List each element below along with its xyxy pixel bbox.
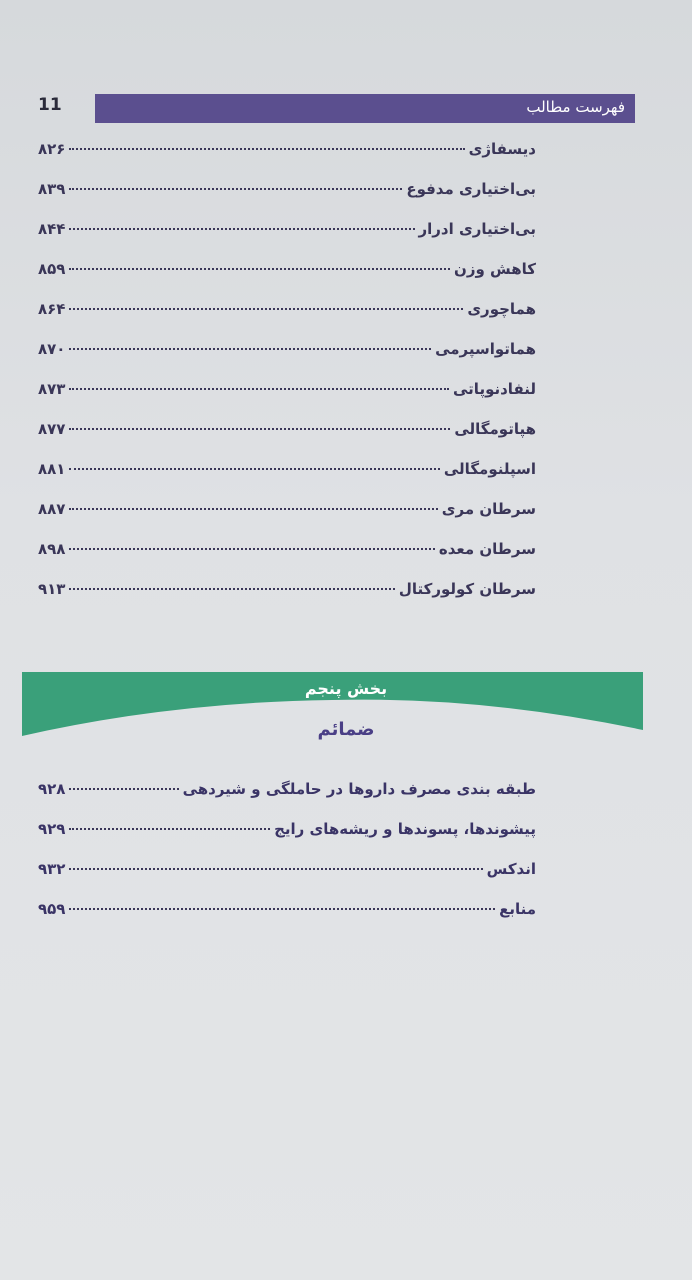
toc-entry-title: سرطان کولورکتال: [398, 580, 536, 598]
toc-leader-dots: [69, 388, 449, 390]
toc-leader-dots: [69, 188, 402, 190]
toc-leader-dots: [69, 268, 450, 270]
toc-leader-dots: [69, 148, 464, 150]
toc-entry-page: ۸۴۴: [38, 220, 66, 238]
toc-entry-title: دیسفاژی: [468, 140, 536, 158]
toc-entry-page: ۸۷۰: [38, 340, 66, 358]
toc-entry-page: ۸۵۹: [38, 260, 66, 278]
toc-entry: [38, 180, 536, 208]
toc-entry: [38, 300, 536, 328]
toc-leader-dots: [69, 868, 482, 870]
toc-entry-title: طبقه بندی مصرف داروها در حاملگی و شیردهی: [182, 780, 536, 798]
toc-entry-title: هپاتومگالی: [454, 420, 536, 438]
toc-entry: [38, 260, 536, 288]
page-number: 11: [38, 95, 62, 115]
toc-entry-title: هماچوری: [467, 300, 536, 318]
toc-entry-page: ۹۵۹: [38, 900, 66, 918]
toc-entry: [38, 460, 536, 488]
toc-entry-title: بی‌اختیاری مدفوع: [406, 180, 536, 198]
toc-entry-page: ۸۸۱: [38, 460, 66, 478]
toc-entry-title: اندکس: [486, 860, 536, 878]
toc-entry-page: ۹۲۹: [38, 820, 66, 838]
toc-leader-dots: [69, 548, 434, 550]
toc-entry-page: ۹۱۳: [38, 580, 66, 598]
toc-entry: [38, 500, 536, 528]
section-label: بخش پنجم: [304, 679, 388, 698]
toc-entry-title: سرطان مری: [441, 500, 536, 518]
toc-leader-dots: [69, 908, 495, 910]
toc-entry-title: هماتواسپرمی: [435, 340, 536, 358]
toc-entry: [38, 220, 536, 248]
toc-entry-page: ۸۷۷: [38, 420, 66, 438]
toc-entry-page: ۹۲۸: [38, 780, 66, 798]
toc-entry-title: منابع: [499, 900, 536, 918]
toc-leader-dots: [69, 788, 178, 790]
toc-entry-title: کاهش وزن: [454, 260, 536, 278]
toc-entry: [38, 340, 536, 368]
toc-entry-title: پیشوندها، پسوندها و ریشه‌های رایج: [274, 820, 536, 838]
toc-leader-dots: [69, 508, 437, 510]
toc-leader-dots: [69, 828, 270, 830]
toc-entry-title: سرطان معده: [438, 540, 536, 558]
toc-entry-page: ۸۷۳: [38, 380, 66, 398]
header-title: فهرست مطالب: [526, 98, 625, 116]
toc-entry-page: ۸۹۸: [38, 540, 66, 558]
toc-entry: [38, 820, 536, 848]
toc-entry: [38, 780, 536, 808]
toc-entry-page: ۸۳۹: [38, 180, 66, 198]
toc-entry: [38, 860, 536, 888]
toc-entry-title: لنفادنوپاتی: [453, 380, 536, 398]
toc-entry: [38, 140, 536, 168]
toc-entry: [38, 420, 536, 448]
toc-entry-page: ۸۲۶: [38, 140, 66, 158]
toc-entry-page: ۹۳۲: [38, 860, 66, 878]
toc-entry: [38, 380, 536, 408]
toc-leader-dots: [69, 468, 439, 470]
toc-leader-dots: [69, 428, 450, 430]
toc-entry: [38, 900, 536, 928]
toc-leader-dots: [69, 308, 463, 310]
toc-leader-dots: [69, 588, 394, 590]
section-title: ضمائم: [317, 719, 375, 740]
toc-leader-dots: [69, 228, 414, 230]
toc-entry-title: اسپلنومگالی: [443, 460, 536, 478]
toc-entry-page: ۸۶۴: [38, 300, 66, 318]
toc-entry: [38, 580, 536, 608]
toc-leader-dots: [69, 348, 431, 350]
toc-entry: [38, 540, 536, 568]
header-bar: [95, 94, 635, 123]
toc-entry-title: بی‌اختیاری ادرار: [418, 220, 536, 238]
toc-entry-page: ۸۸۷: [38, 500, 66, 518]
